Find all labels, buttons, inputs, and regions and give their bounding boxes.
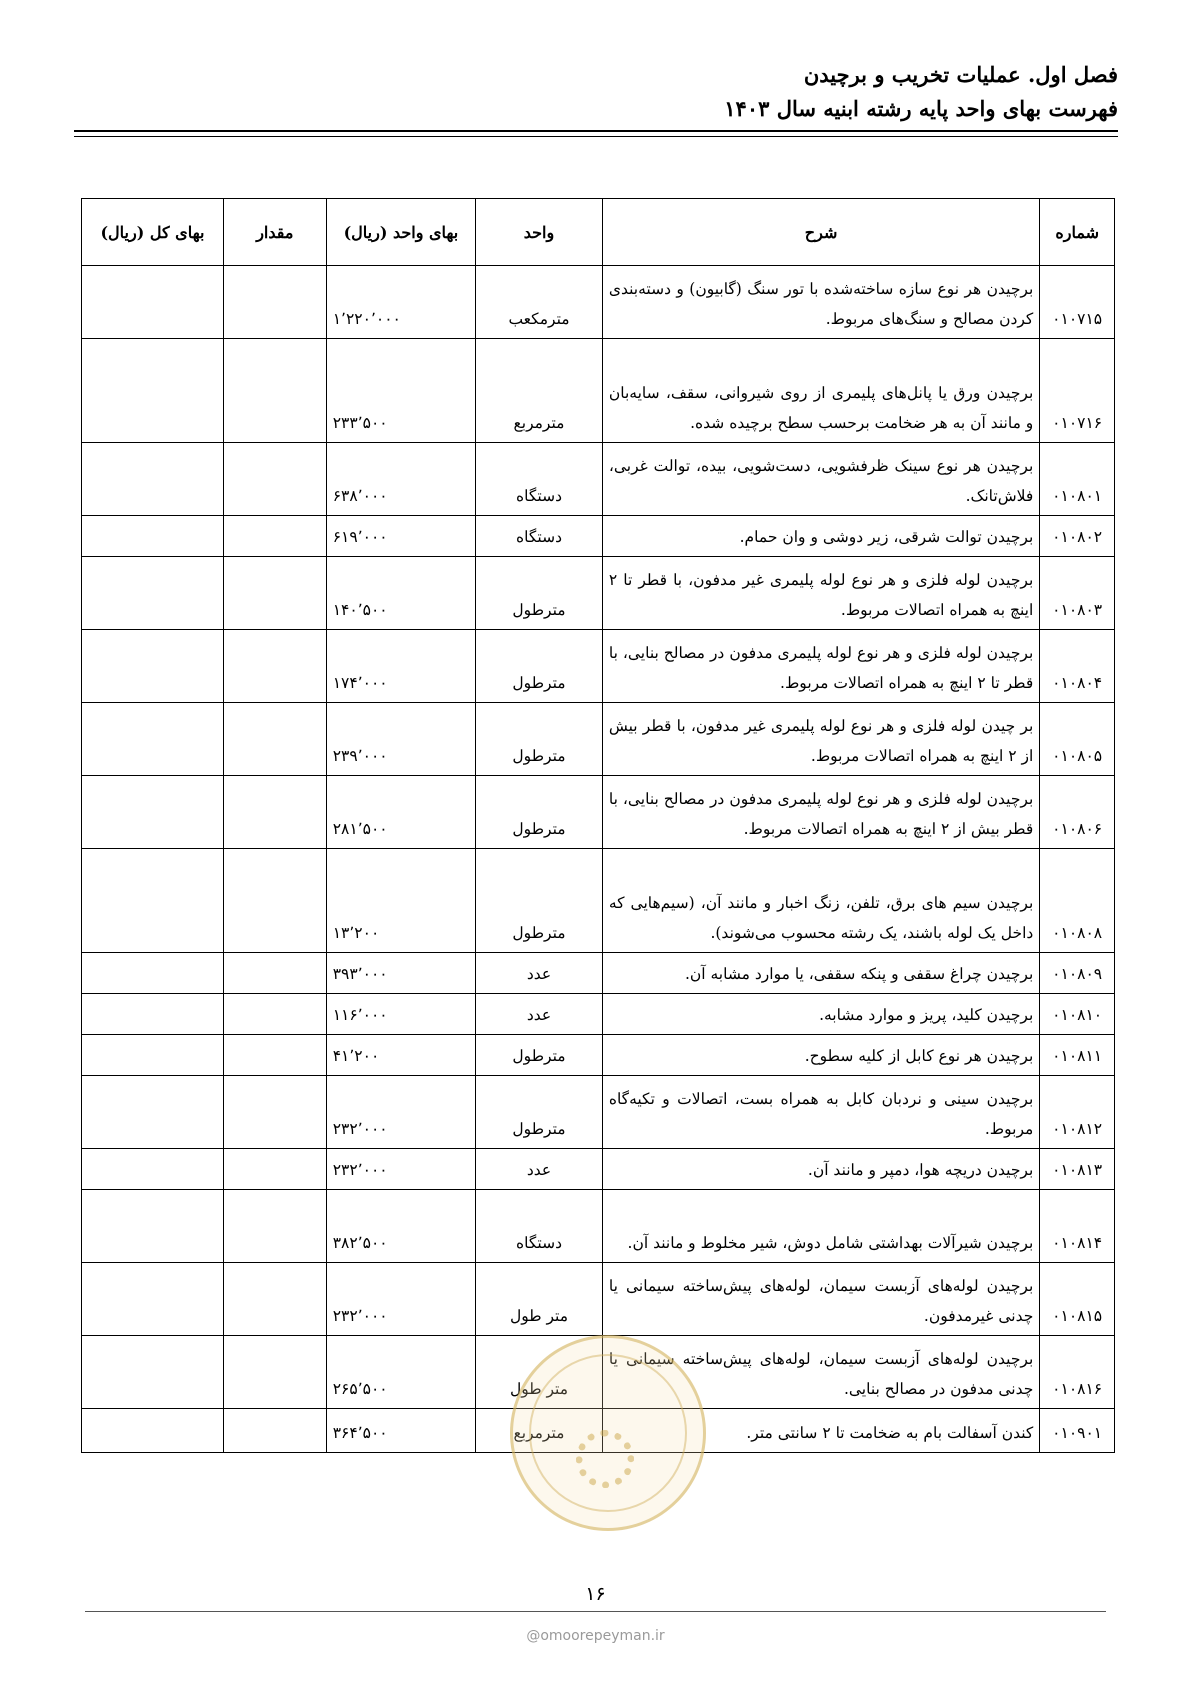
column-header-quantity: مقدار [223, 199, 326, 266]
item-description: برچیدن لوله فلزی و هر نوع لوله پلیمری مدفون در مصالح بنایی، با قطر بیش از ۲ اینچ به همراه اتصالات مربوط. [602, 776, 1039, 849]
footer-rule [85, 1611, 1106, 1612]
column-header-total-price: بهای کل (ریال) [82, 199, 224, 266]
item-total-price [82, 776, 224, 849]
item-unit-price: ۲۸۱٬۵۰۰ [326, 776, 475, 849]
table-row [82, 1149, 1115, 1190]
item-unit: دستگاه [476, 443, 603, 516]
item-total-price [82, 266, 224, 339]
item-unit: مترطول [476, 1076, 603, 1149]
item-quantity [223, 849, 326, 953]
item-quantity [223, 443, 326, 516]
column-header-unit-price: بهای واحد (ریال) [326, 199, 475, 266]
item-unit-price: ۱٬۲۲۰٬۰۰۰ [326, 266, 475, 339]
item-unit: مترطول [476, 849, 603, 953]
item-number: ۰۱۰۸۰۹ [1040, 953, 1115, 994]
header-rule-thin [74, 136, 1118, 137]
item-unit: مترمربع [476, 1409, 603, 1453]
table-row [82, 849, 1115, 953]
item-unit: مترطول [476, 557, 603, 630]
chapter-title: فصل اول. عملیات تخریب و برچیدن [803, 62, 1118, 87]
item-quantity [223, 776, 326, 849]
table-row [82, 703, 1115, 776]
item-total-price [82, 1190, 224, 1263]
item-quantity [223, 1190, 326, 1263]
item-number: ۰۱۰۸۱۴ [1040, 1190, 1115, 1263]
item-total-price [82, 557, 224, 630]
item-quantity [223, 953, 326, 994]
item-unit: دستگاه [476, 516, 603, 557]
item-number: ۰۱۰۸۱۶ [1040, 1336, 1115, 1409]
item-unit: عدد [476, 953, 603, 994]
item-description: کندن آسفالت بام به ضخامت تا ۲ سانتی متر. [602, 1409, 1039, 1453]
table-row [82, 1263, 1115, 1336]
item-description: برچیدن دریچه هوا، دمپر و مانند آن. [602, 1149, 1039, 1190]
item-unit-price: ۱۷۴٬۰۰۰ [326, 630, 475, 703]
item-unit-price: ۳۹۳٬۰۰۰ [326, 953, 475, 994]
item-number: ۰۱۰۸۰۱ [1040, 443, 1115, 516]
table-row [82, 1190, 1115, 1263]
item-description: برچیدن ورق یا پانل‌های پلیمری از روی شیروانی، سقف، سایه‌بان و مانند آن به هر ضخامت برحسب سطح برچیده شده. [602, 339, 1039, 443]
price-list-table [81, 198, 1115, 1453]
item-total-price [82, 994, 224, 1035]
item-total-price [82, 703, 224, 776]
item-number: ۰۱۰۸۰۵ [1040, 703, 1115, 776]
item-unit: عدد [476, 994, 603, 1035]
item-number: ۰۱۰۸۱۳ [1040, 1149, 1115, 1190]
item-description: برچیدن توالت شرقی، زیر دوشی و وان حمام. [602, 516, 1039, 557]
page-number: ۱۶ [585, 1583, 606, 1605]
item-number: ۰۱۰۸۰۸ [1040, 849, 1115, 953]
item-description: برچیدن لوله‌های آزبست سیمان، لوله‌های پیش‌ساخته سیمانی یا چدنی مدفون در مصالح بنایی. [602, 1336, 1039, 1409]
item-unit-price: ۳۶۴٬۵۰۰ [326, 1409, 475, 1453]
item-total-price [82, 443, 224, 516]
table-header-row [82, 199, 1115, 266]
item-unit-price: ۳۸۲٬۵۰۰ [326, 1190, 475, 1263]
item-description: برچیدن هر نوع کابل از کلیه سطوح. [602, 1035, 1039, 1076]
item-description: برچیدن لوله فلزی و هر نوع لوله پلیمری مدفون در مصالح بنایی، با قطر تا ۲ اینچ به همراه اتصالات مربوط. [602, 630, 1039, 703]
table-row [82, 953, 1115, 994]
item-unit: مترطول [476, 703, 603, 776]
item-description: برچیدن هر نوع سازه ساخته‌شده با تور سنگ (گابیون) و دسته‌بندی کردن مصالح و سنگ‌های مربوط. [602, 266, 1039, 339]
column-header-description: شرح [602, 199, 1039, 266]
column-header-number: شماره [1040, 199, 1115, 266]
item-unit: متر طول [476, 1263, 603, 1336]
item-total-price [82, 516, 224, 557]
item-quantity [223, 1336, 326, 1409]
item-number: ۰۱۰۸۰۲ [1040, 516, 1115, 557]
item-quantity [223, 266, 326, 339]
column-header-unit: واحد [476, 199, 603, 266]
item-description: بر چیدن لوله فلزی و هر نوع لوله پلیمری غیر مدفون، با قطر بیش از ۲ اینچ به همراه اتصالات مربوط. [602, 703, 1039, 776]
item-total-price [82, 1409, 224, 1453]
item-quantity [223, 516, 326, 557]
item-unit: مترمربع [476, 339, 603, 443]
table-row [82, 776, 1115, 849]
gear-icon [576, 1430, 634, 1488]
item-quantity [223, 703, 326, 776]
document-subtitle: فهرست بهای واحد پایه رشته ابنیه سال ۱۴۰۳ [724, 96, 1118, 121]
item-quantity [223, 1149, 326, 1190]
item-total-price [82, 339, 224, 443]
item-total-price [82, 849, 224, 953]
item-number: ۰۱۰۷۱۶ [1040, 339, 1115, 443]
watermark-seal [510, 1335, 706, 1531]
item-unit: مترطول [476, 630, 603, 703]
table-row [82, 516, 1115, 557]
item-number: ۰۱۰۹۰۱ [1040, 1409, 1115, 1453]
table-row [82, 994, 1115, 1035]
item-unit: مترمکعب [476, 266, 603, 339]
item-unit-price: ۲۳۹٬۰۰۰ [326, 703, 475, 776]
table-row [82, 1076, 1115, 1149]
item-number: ۰۱۰۸۱۵ [1040, 1263, 1115, 1336]
item-quantity [223, 994, 326, 1035]
table-row [82, 443, 1115, 516]
item-unit-price: ۲۶۵٬۵۰۰ [326, 1336, 475, 1409]
item-unit: مترطول [476, 1035, 603, 1076]
item-quantity [223, 339, 326, 443]
item-unit-price: ۲۳۳٬۵۰۰ [326, 339, 475, 443]
item-unit: دستگاه [476, 1190, 603, 1263]
table-row [82, 557, 1115, 630]
item-description: برچیدن شیرآلات بهداشتی شامل دوش، شیر مخلوط و مانند آن. [602, 1190, 1039, 1263]
item-number: ۰۱۰۸۱۲ [1040, 1076, 1115, 1149]
item-unit-price: ۲۳۲٬۰۰۰ [326, 1076, 475, 1149]
item-total-price [82, 630, 224, 703]
item-number: ۰۱۰۸۱۱ [1040, 1035, 1115, 1076]
table-row [82, 1035, 1115, 1076]
table-row [82, 266, 1115, 339]
item-unit-price: ۲۳۲٬۰۰۰ [326, 1149, 475, 1190]
item-unit-price: ۶۳۸٬۰۰۰ [326, 443, 475, 516]
item-number: ۰۱۰۸۰۳ [1040, 557, 1115, 630]
item-quantity [223, 630, 326, 703]
item-total-price [82, 1035, 224, 1076]
item-number: ۰۱۰۸۰۴ [1040, 630, 1115, 703]
item-unit-price: ۲۳۲٬۰۰۰ [326, 1263, 475, 1336]
item-number: ۰۱۰۸۰۶ [1040, 776, 1115, 849]
item-description: برچیدن سینی و نردبان کابل به همراه بست، اتصالات و تکیه‌گاه مربوط. [602, 1076, 1039, 1149]
item-total-price [82, 1149, 224, 1190]
item-description: برچیدن هر نوع سینک ظرفشویی، دست‌شویی، بیده، توالت غربی، فلاش‌تانک. [602, 443, 1039, 516]
item-quantity [223, 1035, 326, 1076]
item-unit: متر طول [476, 1336, 603, 1409]
item-total-price [82, 953, 224, 994]
item-quantity [223, 1263, 326, 1336]
item-quantity [223, 1076, 326, 1149]
item-description: برچیدن لوله‌های آزبست سیمان، لوله‌های پیش‌ساخته سیمانی یا چدنی غیرمدفون. [602, 1263, 1039, 1336]
item-total-price [82, 1336, 224, 1409]
watermark-url: @omoorepeyman.ir [526, 1628, 665, 1644]
item-unit-price: ۱۴۰٬۵۰۰ [326, 557, 475, 630]
item-total-price [82, 1263, 224, 1336]
item-quantity [223, 557, 326, 630]
item-unit: عدد [476, 1149, 603, 1190]
item-total-price [82, 1076, 224, 1149]
table-row [82, 630, 1115, 703]
table-row [82, 339, 1115, 443]
item-unit-price: ۴۱٬۲۰۰ [326, 1035, 475, 1076]
item-quantity [223, 1409, 326, 1453]
item-description: برچیدن سیم های برق، تلفن، زنگ اخبار و مانند آن، (سیم‌هایی که داخل یک لوله باشند، یک رشته محسوب می‌شوند). [602, 849, 1039, 953]
item-number: ۰۱۰۸۱۰ [1040, 994, 1115, 1035]
item-number: ۰۱۰۷۱۵ [1040, 266, 1115, 339]
item-description: برچیدن چراغ سقفی و پنکه سقفی، یا موارد مشابه آن. [602, 953, 1039, 994]
page-header [74, 58, 1118, 126]
item-unit-price: ۶۱۹٬۰۰۰ [326, 516, 475, 557]
item-unit-price: ۱۳٬۲۰۰ [326, 849, 475, 953]
item-unit: مترطول [476, 776, 603, 849]
item-description: برچیدن کلید، پریز و موارد مشابه. [602, 994, 1039, 1035]
item-unit-price: ۱۱۶٬۰۰۰ [326, 994, 475, 1035]
item-description: برچیدن لوله فلزی و هر نوع لوله پلیمری غیر مدفون، با قطر تا ۲ اینچ به همراه اتصالات مربوط. [602, 557, 1039, 630]
header-rule-thick [74, 130, 1118, 132]
